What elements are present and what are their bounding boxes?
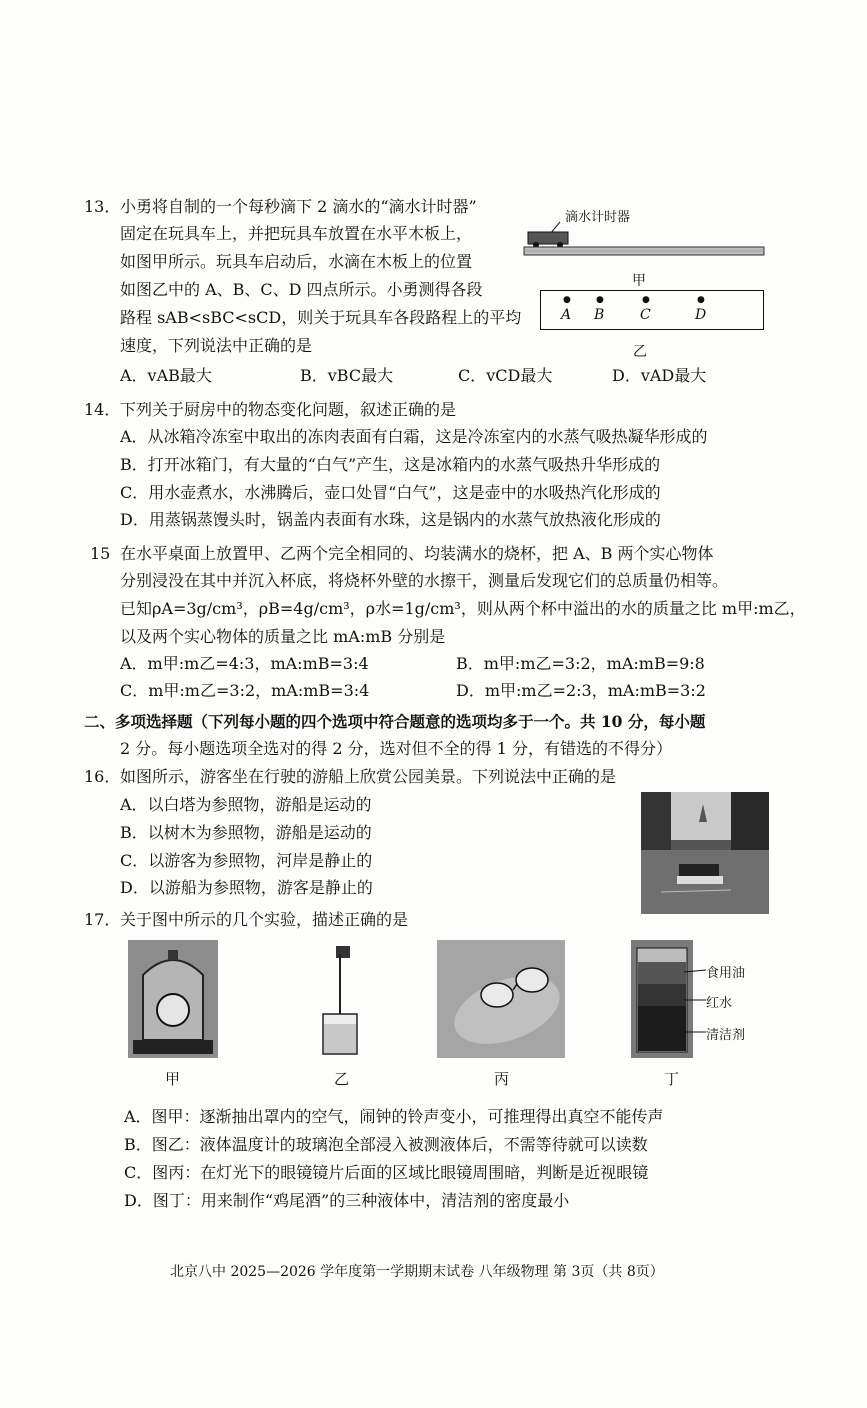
- point-label-d: D: [695, 307, 707, 323]
- label-detergent: 清洁剂: [706, 1028, 746, 1043]
- q13-line: 如图甲所示。玩具车启动后，水滴在木板上的位置: [120, 252, 473, 271]
- figure-jia-caption: 甲: [632, 273, 646, 289]
- q15-line: 已知ρA=3g/cm³，ρB=4g/cm³，ρ水=1g/cm³，则从两个杯中溢出的水的质量之比 m甲:m乙，: [120, 599, 806, 618]
- q16-option-b: B．以树木为参照物，游船是运动的: [120, 823, 372, 842]
- q16-option-a: A．以白塔为参照物，游船是运动的: [120, 795, 372, 814]
- q17-number: 17．: [84, 910, 121, 929]
- drop-dot: ●: [642, 295, 650, 305]
- q15-option-d: D．m甲:m乙=2:3，mA:mB=3:2: [456, 681, 706, 700]
- q17-caption-yi: 乙: [334, 1070, 350, 1088]
- q17-caption-jia: 甲: [165, 1070, 181, 1088]
- q17-option-b: B．图乙：液体温度计的玻璃泡全部浸入被测液体后，不需等待就可以读数: [124, 1135, 648, 1154]
- q14-option-b: B．打开冰箱门，有大量的“白气”产生，这是冰箱内的水蒸气吸热升华形成的: [120, 455, 661, 474]
- q17-option-d: D．图丁：用来制作“鸡尾酒”的三种液体中，清洁剂的密度最小: [124, 1191, 570, 1210]
- q13-line: 速度，下列说法中正确的是: [120, 336, 313, 355]
- q13-line: 小勇将自制的一个每秒滴下 2 滴水的“滴水计时器”: [120, 197, 477, 216]
- q15-line: 在水平桌面上放置甲、乙两个完全相同的、均装满水的烧杯，把 A、B 两个实心物体: [120, 544, 714, 563]
- glasses-illustration: [437, 940, 565, 1058]
- q17-stem: 关于图中所示的几个实验，描述正确的是: [120, 910, 409, 929]
- page-footer: 北京八中 2025—2026 学年度第一学期期末试卷 八年级物理 第 3页（共 8页）: [170, 1264, 664, 1280]
- q14-option-a: A．从冰箱冷冻室中取出的冻肉表面有白霜，这是冷冻室内的水蒸气吸热凝华形成的: [120, 427, 708, 446]
- q16-option-d: D．以游船为参照物，游客是静止的: [120, 878, 373, 897]
- drop-dot: ●: [697, 295, 705, 305]
- q13-option-c: C．vCD最大: [458, 366, 553, 385]
- bell-jar-illustration: [128, 940, 218, 1058]
- q17-caption-bing: 丙: [494, 1070, 510, 1088]
- q13-line: 如图乙中的 A、B、C、D 四点所示。小勇测得各段: [120, 280, 483, 299]
- section-2-heading: 二、多项选择题（下列每小题的四个选项中符合题意的选项均多于一个。共 10 分，每小题: [84, 712, 706, 731]
- q13-line: 固定在玩具车上，并把玩具车放置在水平木板上，: [120, 224, 473, 243]
- bell-jar-alarm-photo: [128, 940, 218, 1058]
- liquid-label-pointers: [680, 960, 710, 1040]
- water-drop-board: [540, 290, 764, 330]
- section-2-rules: 2 分。每小题选项全选对的得 2 分，选对但不全的得 1 分，有错选的不得分）: [120, 739, 672, 758]
- q15-option-c: C．m甲:m乙=3:2，mA:mB=3:4: [120, 681, 370, 700]
- q15-number: 15: [90, 544, 111, 563]
- q15-option-b: B．m甲:m乙=3:2，mA:mB=9:8: [456, 654, 705, 673]
- point-label-a: A: [561, 307, 572, 323]
- q13-option-b: B．vBC最大: [300, 366, 394, 385]
- boat-lake-illustration: [641, 792, 769, 914]
- q14-stem: 下列关于厨房中的物态变化问题，叙述正确的是: [120, 400, 457, 419]
- q15-option-a: A．m甲:m乙=4:3，mA:mB=3:4: [120, 654, 369, 673]
- q16-number: 16．: [84, 767, 121, 786]
- q17-option-a: A．图甲：逐渐抽出罩内的空气，闹钟的铃声变小，可推理得出真空不能传声: [124, 1107, 664, 1126]
- toy-car-board-illustration: [520, 214, 770, 274]
- q14-option-c: C．用水壶煮水，水沸腾后，壶口处冒“白气”，这是壶中的水吸热汽化形成的: [120, 483, 661, 502]
- boat-lake-photo: [641, 792, 769, 914]
- drop-dot: ●: [596, 295, 604, 305]
- thermometer-illustration: [318, 940, 362, 1058]
- q17-caption-ding: 丁: [664, 1070, 680, 1088]
- figure-yi-caption: 乙: [633, 344, 647, 360]
- point-label-b: B: [594, 307, 605, 323]
- q13-line: 路程 sAB<sBC<sCD，则关于玩具车各段路程上的平均: [120, 308, 522, 327]
- q16-stem: 如图所示，游客坐在行驶的游船上欣赏公园美景。下列说法中正确的是: [120, 767, 617, 786]
- glasses-under-light-photo: [437, 940, 565, 1058]
- q14-number: 14．: [84, 400, 121, 419]
- q14-option-d: D．用蒸锅蒸馒头时，锅盖内表面有水珠，这是锅内的水蒸气放热液化形成的: [120, 510, 661, 529]
- q15-line: 以及两个实心物体的质量之比 mA:mB 分别是: [120, 627, 446, 646]
- q16-option-c: C．以游客为参照物，河岸是静止的: [120, 851, 373, 870]
- thermometer-in-beaker-figure: [318, 940, 362, 1058]
- q13-option-a: A．vAB最大: [120, 366, 212, 385]
- q15-line: 分别浸没在其中并沉入杯底，将烧杯外壁的水擦干，测量后发现它们的总质量仍相等。: [120, 571, 729, 590]
- q13-figure: [520, 200, 770, 365]
- point-label-c: C: [640, 307, 651, 323]
- q13-number: 13．: [84, 197, 121, 216]
- drip-timer-label: 滴水计时器: [565, 210, 631, 225]
- drop-dot: ●: [563, 295, 571, 305]
- label-red-water: 红水: [706, 996, 733, 1011]
- label-cooking-oil: 食用油: [706, 966, 746, 981]
- q17-option-c: C．图丙：在灯光下的眼镜镜片后面的区域比眼镜周围暗，判断是近视眼镜: [124, 1163, 649, 1182]
- q13-option-d: D．vAD最大: [612, 366, 707, 385]
